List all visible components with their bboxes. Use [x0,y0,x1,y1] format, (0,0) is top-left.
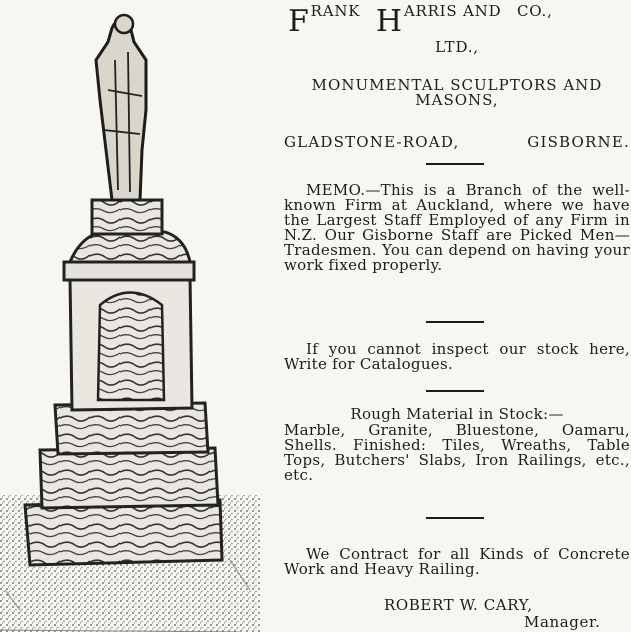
contract-paragraph: We Contract for all Kinds of Concrete Work and Heavy Railing. [284,545,630,578]
address [284,133,630,151]
firm-name-part-1: RANK [310,2,361,20]
divider [426,321,484,323]
divider [426,163,484,165]
firm-name-part-2: ARRIS AND [403,2,502,20]
address-town: GISBORNE. [527,133,630,151]
firm-name [288,2,630,42]
firm-initial-h: H [375,4,403,39]
inspect-paragraph: If you cannot inspect our stock here, Write for Catalogues. [284,340,630,373]
firm-suffix: LTD., [435,38,479,56]
trade-description: MONUMENTAL SCULPTORS AND MASONS, [311,76,603,109]
statue-base [92,200,162,234]
statue-figure [96,19,146,200]
monument-plinth [40,448,218,508]
memo-paragraph: MEMO.—This is a Branch of the well-known Firm at Auckland, where we have the Largest Staff Employed of any Firm in N.Z. Our Gisborne Staff are Picked Men—Tradesmen. You can depend on having your work fixed properly. [284,181,630,274]
monument-illustration [0,0,260,632]
pedestal-panel [98,293,164,401]
address-street: GLADSTONE-ROAD, [284,133,460,151]
pedestal-cornice [64,262,194,280]
advertisement-text [284,0,630,632]
divider [426,390,484,392]
firm-initial-f: F [288,4,310,39]
pedestal-cap [70,232,190,262]
signatory-name: ROBERT W. CARY, [384,596,533,614]
stock-heading: Rough Material in Stock:— [350,405,564,423]
stock-list: Marble, Granite, Bluestone, Oamaru, Shells. Finished: Tiles, Wreaths, Table Tops, Butchers' Slabs, Iron Railings, etc., etc. [284,421,630,484]
statue-head [115,15,133,33]
divider [426,517,484,519]
signatory-title: Manager. [524,613,601,631]
monument-base [25,500,222,565]
firm-name-part-3: CO., [517,2,553,20]
